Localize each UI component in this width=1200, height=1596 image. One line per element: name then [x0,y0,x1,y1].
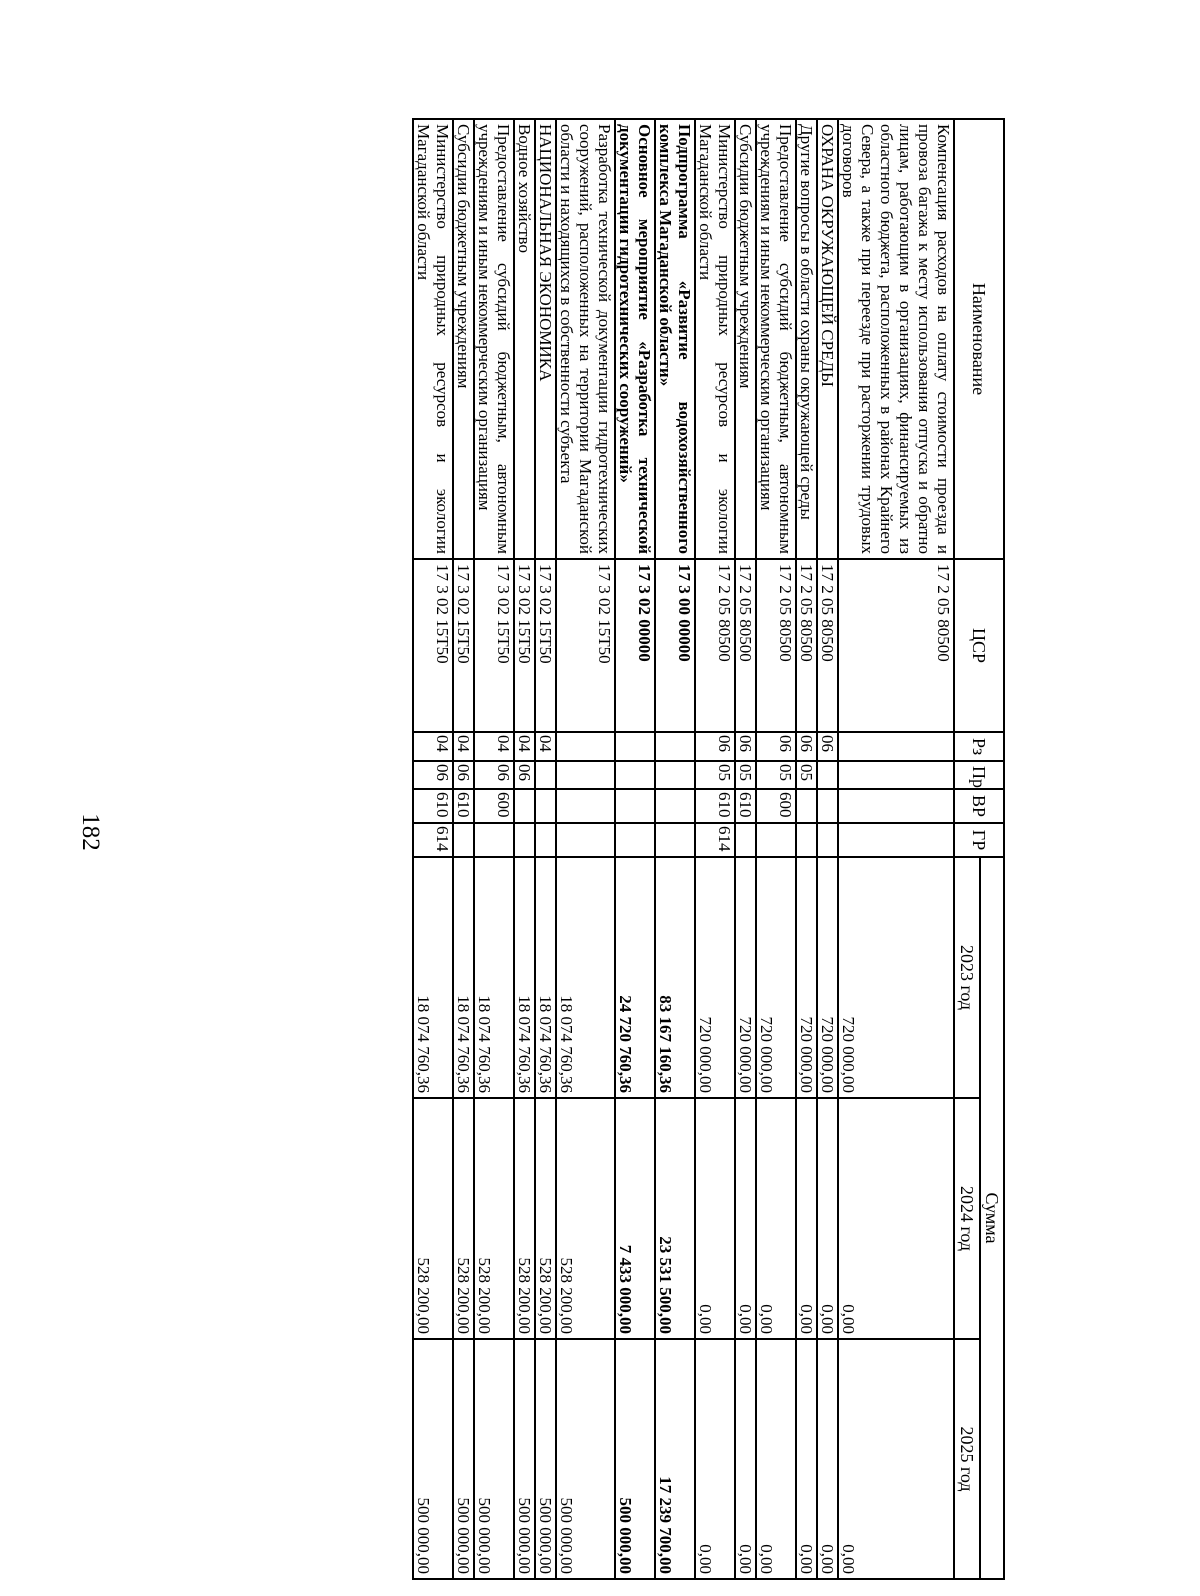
table-row [756,119,796,1579]
cell-pr: 05 [796,761,817,789]
cell-pr [535,761,556,789]
table-body [413,119,954,1579]
cell-gr: 614 [413,823,453,857]
cell-y2024: 528 200,00 [535,1098,556,1339]
cell-name: ОХРАНА ОКРУЖАЮЩЕЙ СРЕДЫ [817,119,838,559]
cell-vr: 610 [735,789,756,823]
cell-y2025: 0,00 [817,1339,838,1579]
cell-y2023: 18 074 760,36 [514,857,535,1098]
cell-name: Субсидии бюджетным учреждениям [453,119,474,559]
cell-y2023: 18 074 760,36 [413,857,453,1098]
cell-name: Субсидии бюджетным учреждениям [735,119,756,559]
cell-rz: 04 [413,732,453,761]
cell-y2025: 500 000,00 [413,1339,453,1579]
cell-gr [838,823,954,857]
cell-y2024: 528 200,00 [453,1098,474,1339]
header-vr: ВР [954,789,1004,823]
cell-rz: 06 [756,732,796,761]
cell-name: Министерство природных ресурсов и экологии Магаданской области [413,119,453,559]
page-number: 182 [77,813,104,851]
cell-y2025: 500 000,00 [556,1339,615,1579]
table-row [838,119,954,1579]
cell-pr: 05 [756,761,796,789]
cell-y2024: 0,00 [735,1098,756,1339]
cell-rz [655,732,695,761]
cell-y2024: 528 200,00 [514,1098,535,1339]
cell-y2023: 720 000,00 [735,857,756,1098]
cell-y2024: 0,00 [838,1098,954,1339]
cell-y2025: 500 000,00 [514,1339,535,1579]
cell-vr: 600 [474,789,514,823]
cell-pr: 06 [514,761,535,789]
cell-pr [556,761,615,789]
cell-y2024: 528 200,00 [556,1098,615,1339]
cell-pr [615,761,655,789]
cell-gr [655,823,695,857]
cell-y2024: 23 531 500,00 [655,1098,695,1339]
cell-pr: 05 [695,761,735,789]
header-2023: 2023 год [954,857,980,1098]
cell-pr: 06 [453,761,474,789]
cell-rz: 04 [535,732,556,761]
table-row [695,119,735,1579]
cell-name: Водное хозяйство [514,119,535,559]
cell-vr [655,789,695,823]
cell-rz: 06 [817,732,838,761]
cell-y2025: 0,00 [735,1339,756,1579]
cell-vr [838,789,954,823]
cell-vr [514,789,535,823]
cell-y2023: 83 167 160,36 [655,857,695,1098]
table-row [514,119,535,1579]
cell-vr [615,789,655,823]
cell-gr [817,823,838,857]
cell-rz: 06 [796,732,817,761]
cell-rz: 04 [474,732,514,761]
cell-vr [535,789,556,823]
cell-pr: 06 [474,761,514,789]
cell-gr [514,823,535,857]
cell-y2025: 500 000,00 [474,1339,514,1579]
cell-pr [817,761,838,789]
cell-y2023: 24 720 760,36 [615,857,655,1098]
cell-y2024: 0,00 [695,1098,735,1339]
cell-vr: 610 [695,789,735,823]
header-2024: 2024 год [954,1098,980,1339]
cell-vr [796,789,817,823]
cell-gr [796,823,817,857]
cell-y2024: 0,00 [756,1098,796,1339]
cell-csr: 17 2 05 80500 [695,559,735,732]
table-row [474,119,514,1579]
cell-y2023: 18 074 760,36 [453,857,474,1098]
budget-table [412,118,1005,1580]
cell-y2025: 0,00 [838,1339,954,1579]
cell-gr: 614 [695,823,735,857]
table-row [615,119,655,1579]
cell-vr: 610 [453,789,474,823]
cell-csr: 17 3 02 15Т50 [556,559,615,732]
cell-pr: 05 [735,761,756,789]
cell-csr: 17 3 02 15Т50 [474,559,514,732]
cell-name: Подпрограмма «Развитие водохозяйственного комплекса Магаданской области» [655,119,695,559]
cell-csr: 17 2 05 80500 [756,559,796,732]
cell-gr [474,823,514,857]
cell-y2023: 720 000,00 [838,857,954,1098]
cell-y2024: 528 200,00 [474,1098,514,1339]
cell-gr [556,823,615,857]
cell-vr: 600 [756,789,796,823]
cell-rz: 06 [695,732,735,761]
cell-gr [756,823,796,857]
cell-csr: 17 3 02 15Т50 [453,559,474,732]
cell-csr: 17 3 00 00000 [655,559,695,732]
cell-y2024: 7 433 000,00 [615,1098,655,1339]
cell-rz [615,732,655,761]
cell-rz: 04 [453,732,474,761]
cell-csr: 17 3 02 00000 [615,559,655,732]
cell-pr [838,761,954,789]
cell-name: Предоставление субсидий бюджетным, автономным учреждениям и иным некоммерческим организациям [474,119,514,559]
header-gr: ГР [954,823,1004,857]
cell-y2023: 720 000,00 [817,857,838,1098]
cell-name: Основное мероприятие «Разработка технической документации гидротехнических сооружений» [615,119,655,559]
cell-rz [838,732,954,761]
cell-y2025: 17 239 700,00 [655,1339,695,1579]
cell-vr [817,789,838,823]
cell-name: Другие вопросы в области охраны окружающей среды [796,119,817,559]
cell-name: Министерство природных ресурсов и экологии Магаданской области [695,119,735,559]
cell-y2023: 720 000,00 [695,857,735,1098]
cell-y2024: 0,00 [817,1098,838,1339]
cell-y2023: 720 000,00 [796,857,817,1098]
cell-rz: 06 [735,732,756,761]
cell-gr [615,823,655,857]
cell-csr: 17 2 05 80500 [817,559,838,732]
cell-vr: 610 [413,789,453,823]
cell-rz [556,732,615,761]
table-row [535,119,556,1579]
header-pr: Пр [954,761,1004,789]
cell-y2023: 720 000,00 [756,857,796,1098]
cell-y2023: 18 074 760,36 [474,857,514,1098]
table-row [817,119,838,1579]
cell-name: Разработка технической документации гидротехнических сооружений, расположенных на территории Магаданской области и находящихся в собственности субъекта [556,119,615,559]
cell-y2025: 0,00 [756,1339,796,1579]
cell-y2025: 500 000,00 [535,1339,556,1579]
cell-pr [655,761,695,789]
cell-name: НАЦИОНАЛЬНАЯ ЭКОНОМИКА [535,119,556,559]
cell-csr: 17 2 05 80500 [796,559,817,732]
table-row [655,119,695,1579]
cell-y2023: 18 074 760,36 [556,857,615,1098]
table-row [413,119,453,1579]
cell-gr [535,823,556,857]
cell-name: Компенсация расходов на оплату стоимости проезда и провоза багажа к месту использования отпуска и обратно лицам, работающим в организациях, финансируемых из областного бюджета, расположенных в районах Крайнего Севера, а также при переезде при расторжении трудовых договоров [838,119,954,559]
cell-name: Предоставление субсидий бюджетным, автономным учреждениям и иным некоммерческим организациям [756,119,796,559]
cell-y2025: 500 000,00 [615,1339,655,1579]
cell-y2025: 0,00 [796,1339,817,1579]
header-2025: 2025 год [954,1339,980,1579]
cell-gr [735,823,756,857]
cell-y2025: 500 000,00 [453,1339,474,1579]
cell-csr: 17 3 02 15Т50 [535,559,556,732]
cell-vr [556,789,615,823]
header-name: Наименование [954,119,1004,559]
cell-csr: 17 2 05 80500 [838,559,954,732]
table-row [735,119,756,1579]
cell-pr: 06 [413,761,453,789]
budget-table-rotated [170,118,1005,1578]
cell-y2024: 528 200,00 [413,1098,453,1339]
cell-csr: 17 3 02 15Т50 [514,559,535,732]
table-row [556,119,615,1579]
table-row [796,119,817,1579]
header-csr: ЦСР [954,559,1004,732]
cell-rz: 04 [514,732,535,761]
cell-y2025: 0,00 [695,1339,735,1579]
table-row [453,119,474,1579]
cell-gr [453,823,474,857]
cell-csr: 17 3 02 15Т50 [413,559,453,732]
cell-y2023: 18 074 760,36 [535,857,556,1098]
cell-y2024: 0,00 [796,1098,817,1339]
header-rz: Рз [954,732,1004,761]
header-sum: Сумма [980,857,1004,1579]
cell-csr: 17 2 05 80500 [735,559,756,732]
